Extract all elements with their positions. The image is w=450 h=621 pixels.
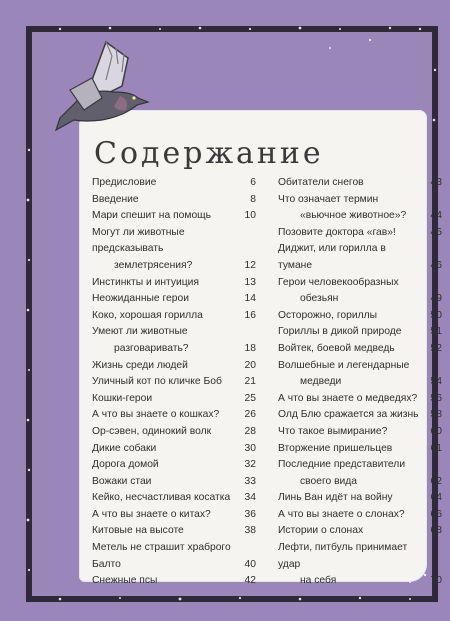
toc-entry-title-continued: «вьючное животное»? [300,210,407,222]
toc-page-number: 49 [430,293,442,305]
toc-entry-title: Лефти, питбуль принимает удар [278,542,408,570]
toc-entry [278,540,442,590]
toc-entry-title-continued: обезьян [300,293,339,305]
toc-page-number: 46 [430,259,442,271]
toc-page-number: 64 [430,492,442,504]
toc-page-number: 45 [430,226,442,238]
toc-page-number: 25 [244,392,256,404]
toc-entry [278,407,442,424]
toc-entry [278,275,442,308]
toc-entry-title: Неожиданные герои [92,293,189,305]
toc-entry-title: А что вы знаете о слонах? [278,508,405,520]
toc-entry-title: Вожаки стаи [92,475,152,487]
toc-entry-title: Что такое вымирание? [278,425,388,437]
toc-page-number: 8 [250,193,256,205]
toc-entry [278,457,442,490]
toc-entry [278,241,442,274]
toc-entry [278,507,442,524]
toc-page-number: 44 [430,210,442,222]
toc-entry-title: Осторожно, гориллы [278,309,377,321]
toc-entry-title: Вторжение пришельцев [278,442,393,454]
toc-entry [278,490,442,507]
contents-right-column [278,175,442,590]
toc-entry-title: Умеют ли животные [92,326,188,338]
toc-entry-title: Снежные псы [92,575,158,587]
toc-entry-title: Волшебные и легендарные [278,359,410,371]
toc-entry [92,523,256,540]
toc-entry-title: Кейко, несчастливая косатка [92,492,231,504]
toc-entry-title-continued: своего вида [300,475,358,487]
toc-entry [92,573,256,590]
toc-entry [278,391,442,408]
toc-entry [92,490,256,507]
contents-left-column [92,175,256,590]
toc-page-number: 14 [244,293,256,305]
toc-page-number: 43 [430,177,442,188]
toc-entry-title: А что вы знаете о медведях? [278,392,418,404]
toc-entry [92,374,256,391]
toc-page-number: 30 [244,442,256,454]
toc-page-number: 62 [430,475,442,487]
toc-page-number: 10 [244,210,256,222]
toc-entry [92,540,256,573]
toc-page-number: 51 [430,326,442,338]
toc-page-number: 38 [244,525,256,537]
pigeon-icon [36,40,156,140]
toc-entry-title-continued: медведи [300,376,342,388]
toc-entry-title: Жизнь среди людей [92,359,188,371]
toc-page-number: 68 [430,525,442,537]
toc-entry [92,275,256,292]
toc-page-number: 12 [244,259,256,271]
toc-page-number: 6 [250,177,256,188]
toc-entry-title: Дикие собаки [92,442,157,454]
toc-entry-title: Инстинкты и интуиция [92,276,199,288]
toc-entry [278,324,442,341]
toc-page-number: 61 [430,442,442,454]
toc-entry [92,424,256,441]
page-title: Содержание [94,136,324,171]
toc-page-number: 54 [430,376,442,388]
toc-entry [278,523,442,540]
toc-entry-title: Уличный кот по кличке Боб [92,376,222,388]
toc-entry-title: Могут ли животные предсказывать [92,226,185,255]
toc-entry-title: А что вы знаете о китах? [92,508,211,520]
toc-entry-title: Предисловие [92,177,157,188]
toc-entry [278,192,442,225]
toc-entry [92,308,256,325]
toc-entry-title: Коко, хорошая горилла [92,309,203,321]
toc-entry [92,291,256,308]
toc-page-number: 42 [244,575,256,587]
toc-entry-title: Последние представители [278,459,406,471]
toc-entry [92,407,256,424]
toc-entry-title: Позовите доктора «гав»! [278,226,396,238]
toc-entry [92,192,256,209]
toc-page-number: 50 [430,309,442,321]
toc-page-number: 34 [244,492,256,504]
toc-entry-title: Диджит, или горилла в тумане [278,243,386,271]
toc-entry-title-continued: разговаривать? [114,342,189,354]
toc-entry-title-continued: на себя [300,575,337,587]
toc-page-number: 32 [244,459,256,471]
toc-entry [278,424,442,441]
toc-entry [92,225,256,275]
toc-entry-title: Ор-сэвен, одинокий волк [92,425,212,437]
toc-page-number: 13 [244,276,256,288]
toc-entry-title-continued: землетрясения? [114,259,193,271]
toc-entry-title: Линь Ван идёт на войну [278,492,393,504]
toc-entry-title: Войтек, боевой медведь [278,342,395,354]
toc-entry [278,341,442,358]
toc-entry [278,308,442,325]
toc-entry [278,441,442,458]
toc-entry [278,225,442,242]
toc-page-number: 28 [244,425,256,437]
toc-entry [92,441,256,458]
toc-entry [92,358,256,375]
toc-entry-title: А что вы знаете о кошках? [92,409,220,421]
toc-page-number: 66 [430,508,442,520]
toc-page-number: 36 [244,508,256,520]
toc-entry-title: Кошки-герои [92,392,153,404]
toc-entry-title: Герои человекообразных [278,276,399,288]
toc-entry-title: Дорога домой [92,459,159,471]
toc-entry-title: Что означает термин [278,193,379,205]
toc-entry [92,391,256,408]
toc-entry [92,474,256,491]
toc-entry [278,175,442,192]
toc-entry-title: Обитатели снегов [278,177,364,188]
toc-page-number: 56 [430,392,442,404]
toc-page-number: 52 [430,342,442,354]
toc-entry-title: Китовые на высоте [92,525,184,537]
toc-entry [92,324,256,357]
toc-page-number: 18 [244,342,256,354]
toc-entry-title: Олд Блю сражается за жизнь [278,409,419,421]
toc-entry [278,358,442,391]
toc-page-number: 20 [244,359,256,371]
toc-page-number: 70 [430,575,442,587]
toc-page-number: 40 [244,558,256,570]
toc-entry-title: Гориллы в дикой природе [278,326,402,338]
toc-page-number: 26 [244,409,256,421]
toc-entry-title: Истории о слонах [278,525,364,537]
toc-page-number: 33 [244,475,256,487]
toc-entry [92,507,256,524]
toc-entry-title: Метель не страшит храброго Балто [92,542,231,570]
toc-entry [92,208,256,225]
toc-page-number: 21 [244,376,256,388]
toc-entry-title: Мари спешит на помощь [92,210,212,222]
toc-entry [92,457,256,474]
toc-page-number: 16 [244,309,256,321]
toc-entry [92,175,256,192]
toc-page-number: 60 [430,425,442,437]
toc-page-number: 58 [430,409,442,421]
toc-entry-title: Введение [92,193,139,205]
